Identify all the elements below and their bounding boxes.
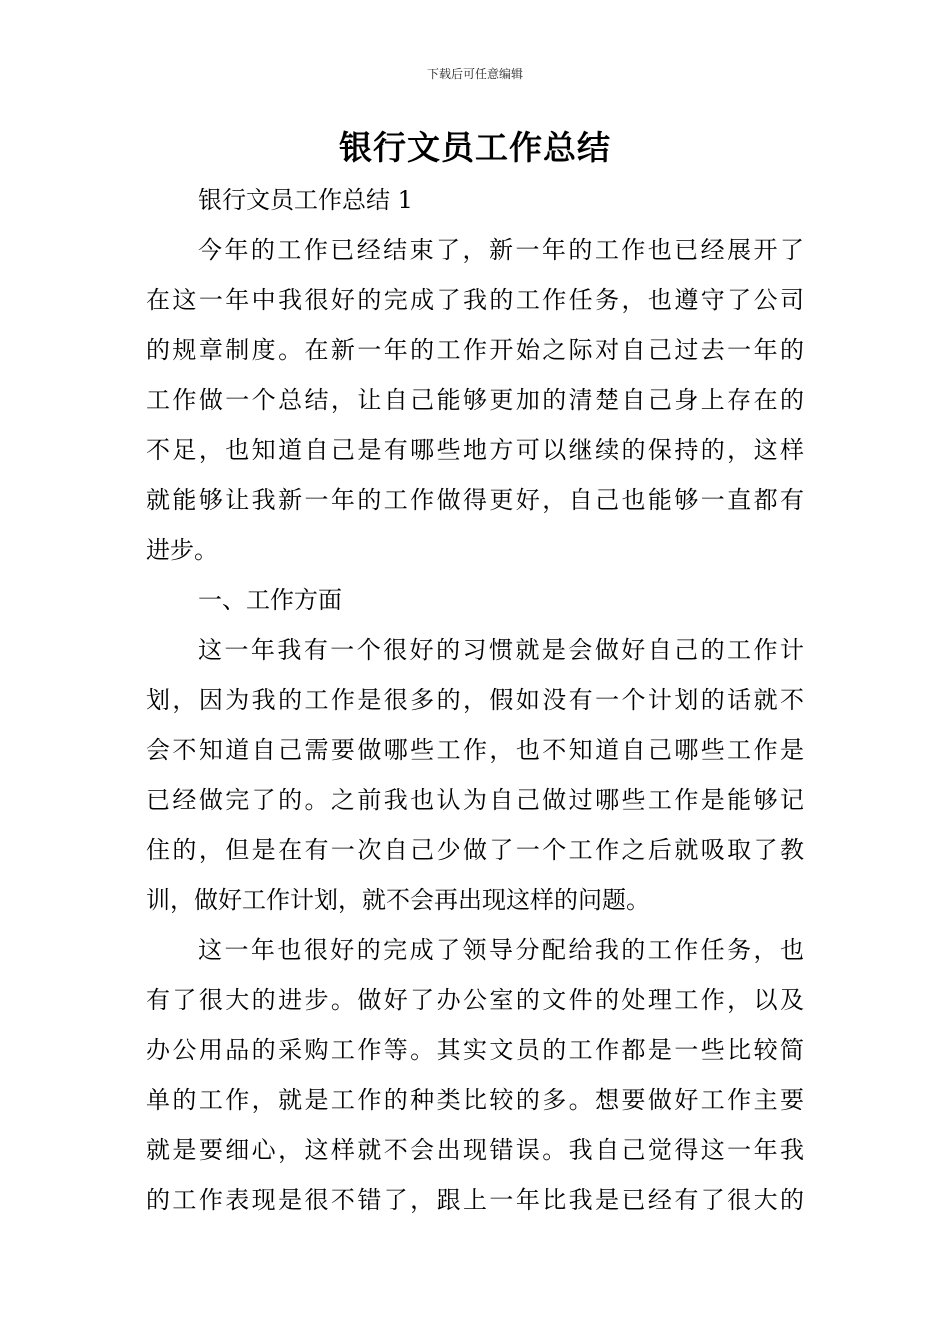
text-line: 的工作表现是很不错了，跟上一年比我是已经有了很大的 bbox=[146, 1186, 804, 1214]
text-line: 有了很大的进步。做好了办公室的文件的处理工作，以及 bbox=[146, 986, 804, 1014]
text-line: 会不知道自己需要做哪些工作，也不知道自己哪些工作是 bbox=[146, 736, 804, 764]
page-header-note: 下载后可任意编辑 bbox=[426, 67, 523, 81]
text-line: 已经做完了的。之前我也认为自己做过哪些工作是能够记 bbox=[146, 786, 804, 814]
text-line: 住的，但是在有一次自己少做了一个工作之后就吸取了教 bbox=[146, 836, 804, 864]
text-line: 在这一年中我很好的完成了我的工作任务，也遵守了公司 bbox=[146, 286, 804, 314]
text-line: 不足，也知道自己是有哪些地方可以继续的保持的，这样 bbox=[146, 436, 804, 464]
text-line: 就是要细心，这样就不会出现错误。我自己觉得这一年我 bbox=[146, 1136, 804, 1164]
text-line: 单的工作，就是工作的种类比较的多。想要做好工作主要 bbox=[146, 1086, 804, 1114]
text-line: 进步。 bbox=[146, 536, 218, 564]
text-line: 工作做一个总结，让自己能够更加的清楚自己身上存在的 bbox=[146, 386, 804, 414]
text-line: 就能够让我新一年的工作做得更好，自己也能够一直都有 bbox=[146, 486, 804, 514]
text-line: 一、工作方面 bbox=[198, 586, 342, 614]
text-line: 银行文员工作总结 1 bbox=[198, 186, 413, 214]
text-line: 的规章制度。在新一年的工作开始之际对自己过去一年的 bbox=[146, 336, 804, 364]
text-line: 办公用品的采购工作等。其实文员的工作都是一些比较简 bbox=[146, 1036, 804, 1064]
text-line: 训，做好工作计划，就不会再出现这样的问题。 bbox=[146, 886, 650, 914]
text-line: 这一年我有一个很好的习惯就是会做好自己的工作计 bbox=[198, 636, 804, 664]
text-line: 划，因为我的工作是很多的，假如没有一个计划的话就不 bbox=[146, 686, 804, 714]
text-line: 今年的工作已经结束了，新一年的工作也已经展开了 bbox=[198, 236, 804, 264]
document-title: 银行文员工作总结 bbox=[339, 128, 611, 167]
text-line: 这一年也很好的完成了领导分配给我的工作任务，也 bbox=[198, 936, 804, 964]
document-body bbox=[146, 175, 804, 1225]
